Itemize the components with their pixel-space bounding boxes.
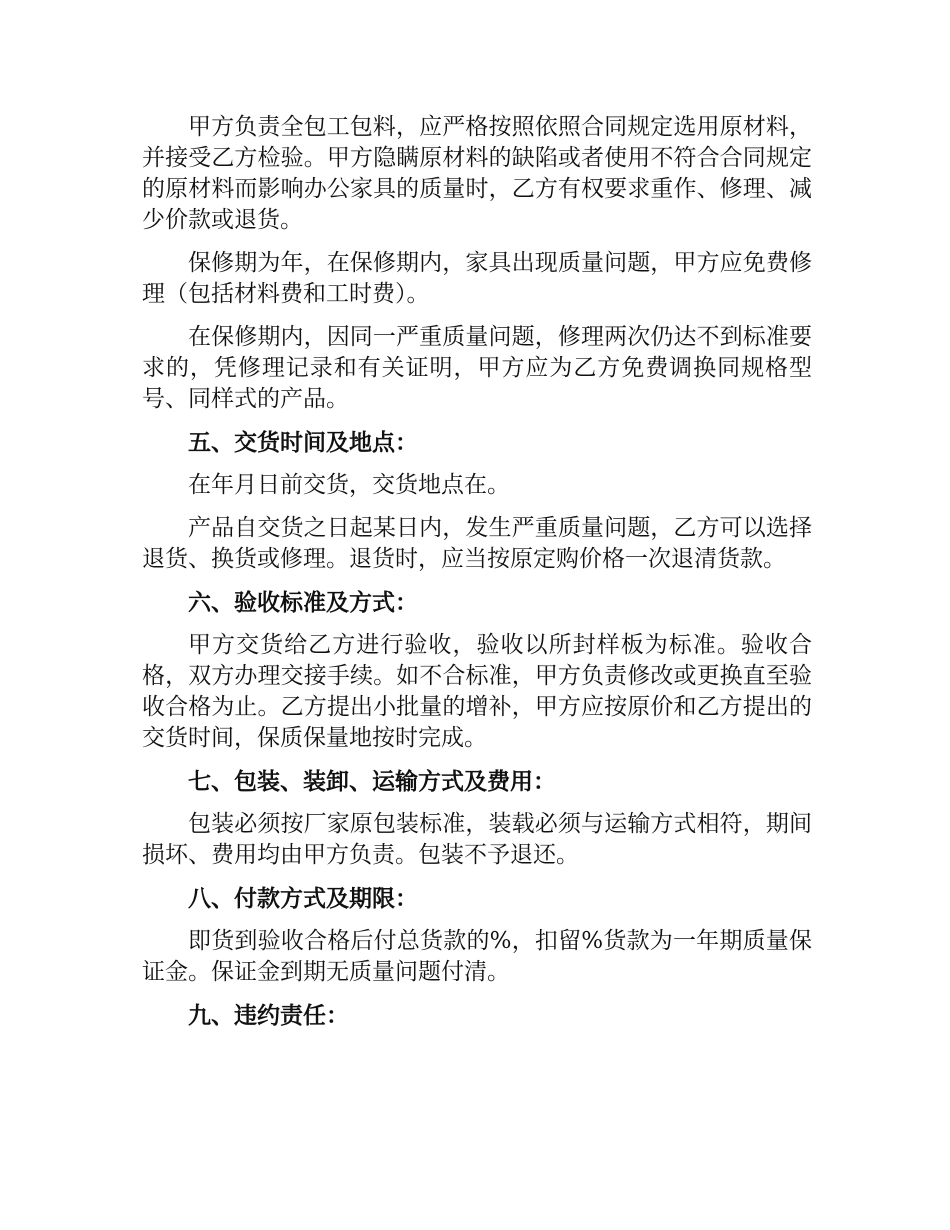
paragraph-return: 产品自交货之日起某日内，发生严重质量问题，乙方可以选择退货、换货或修理。退货时，应当按原定购价格一次退清货款。 xyxy=(142,515,812,572)
paragraph-delivery-place: 在年月日前交货，交货地点在。 xyxy=(188,472,510,498)
paragraph-replacement: 在保修期内，因同一严重质量问题，修理两次仍达不到标准要求的，凭修理记录和有关证明，甲方应为乙方免费调换同规格型号、同样式的产品。 xyxy=(142,324,812,412)
section-heading-liability: 九、违约责任： xyxy=(188,1002,349,1029)
document-page xyxy=(142,112,812,1043)
section-heading-acceptance: 六、验收标准及方式： xyxy=(188,589,418,616)
paragraph-warranty: 保修期为年，在保修期内，家具出现质量问题，甲方应免费修理（包括材料费和工时费）。 xyxy=(142,250,812,307)
paragraph-packaging: 包装必须按厂家原包装标准，装载必须与运输方式相符，期间损坏、费用均由甲方负责。包装不予退还。 xyxy=(142,811,812,868)
paragraph-materials: 甲方负责全包工包料，应严格按照依照合同规定选用原材料，并接受乙方检验。甲方隐瞒原材料的缺陷或者使用不符合合同规定的原材料而影响办公家具的质量时，乙方有权要求重作、修理、减少价款或退货。 xyxy=(142,114,812,233)
section-heading-packaging: 七、包装、装卸、运输方式及费用： xyxy=(188,768,556,795)
paragraph-acceptance: 甲方交货给乙方进行验收，验收以所封样板为标准。验收合格，双方办理交接手续。如不合标准，甲方负责修改或更换直至验收合格为止。乙方提出小批量的增补，甲方应按原价和乙方提出的交货时间，保质保量地按时完成。 xyxy=(142,632,812,751)
paragraph-payment: 即货到验收合格后付总货款的%，扣留%货款为一年期质量保证金。保证金到期无质量问题付清。 xyxy=(142,928,812,985)
section-heading-payment: 八、付款方式及期限： xyxy=(188,885,418,912)
section-heading-delivery: 五、交货时间及地点： xyxy=(188,429,418,456)
